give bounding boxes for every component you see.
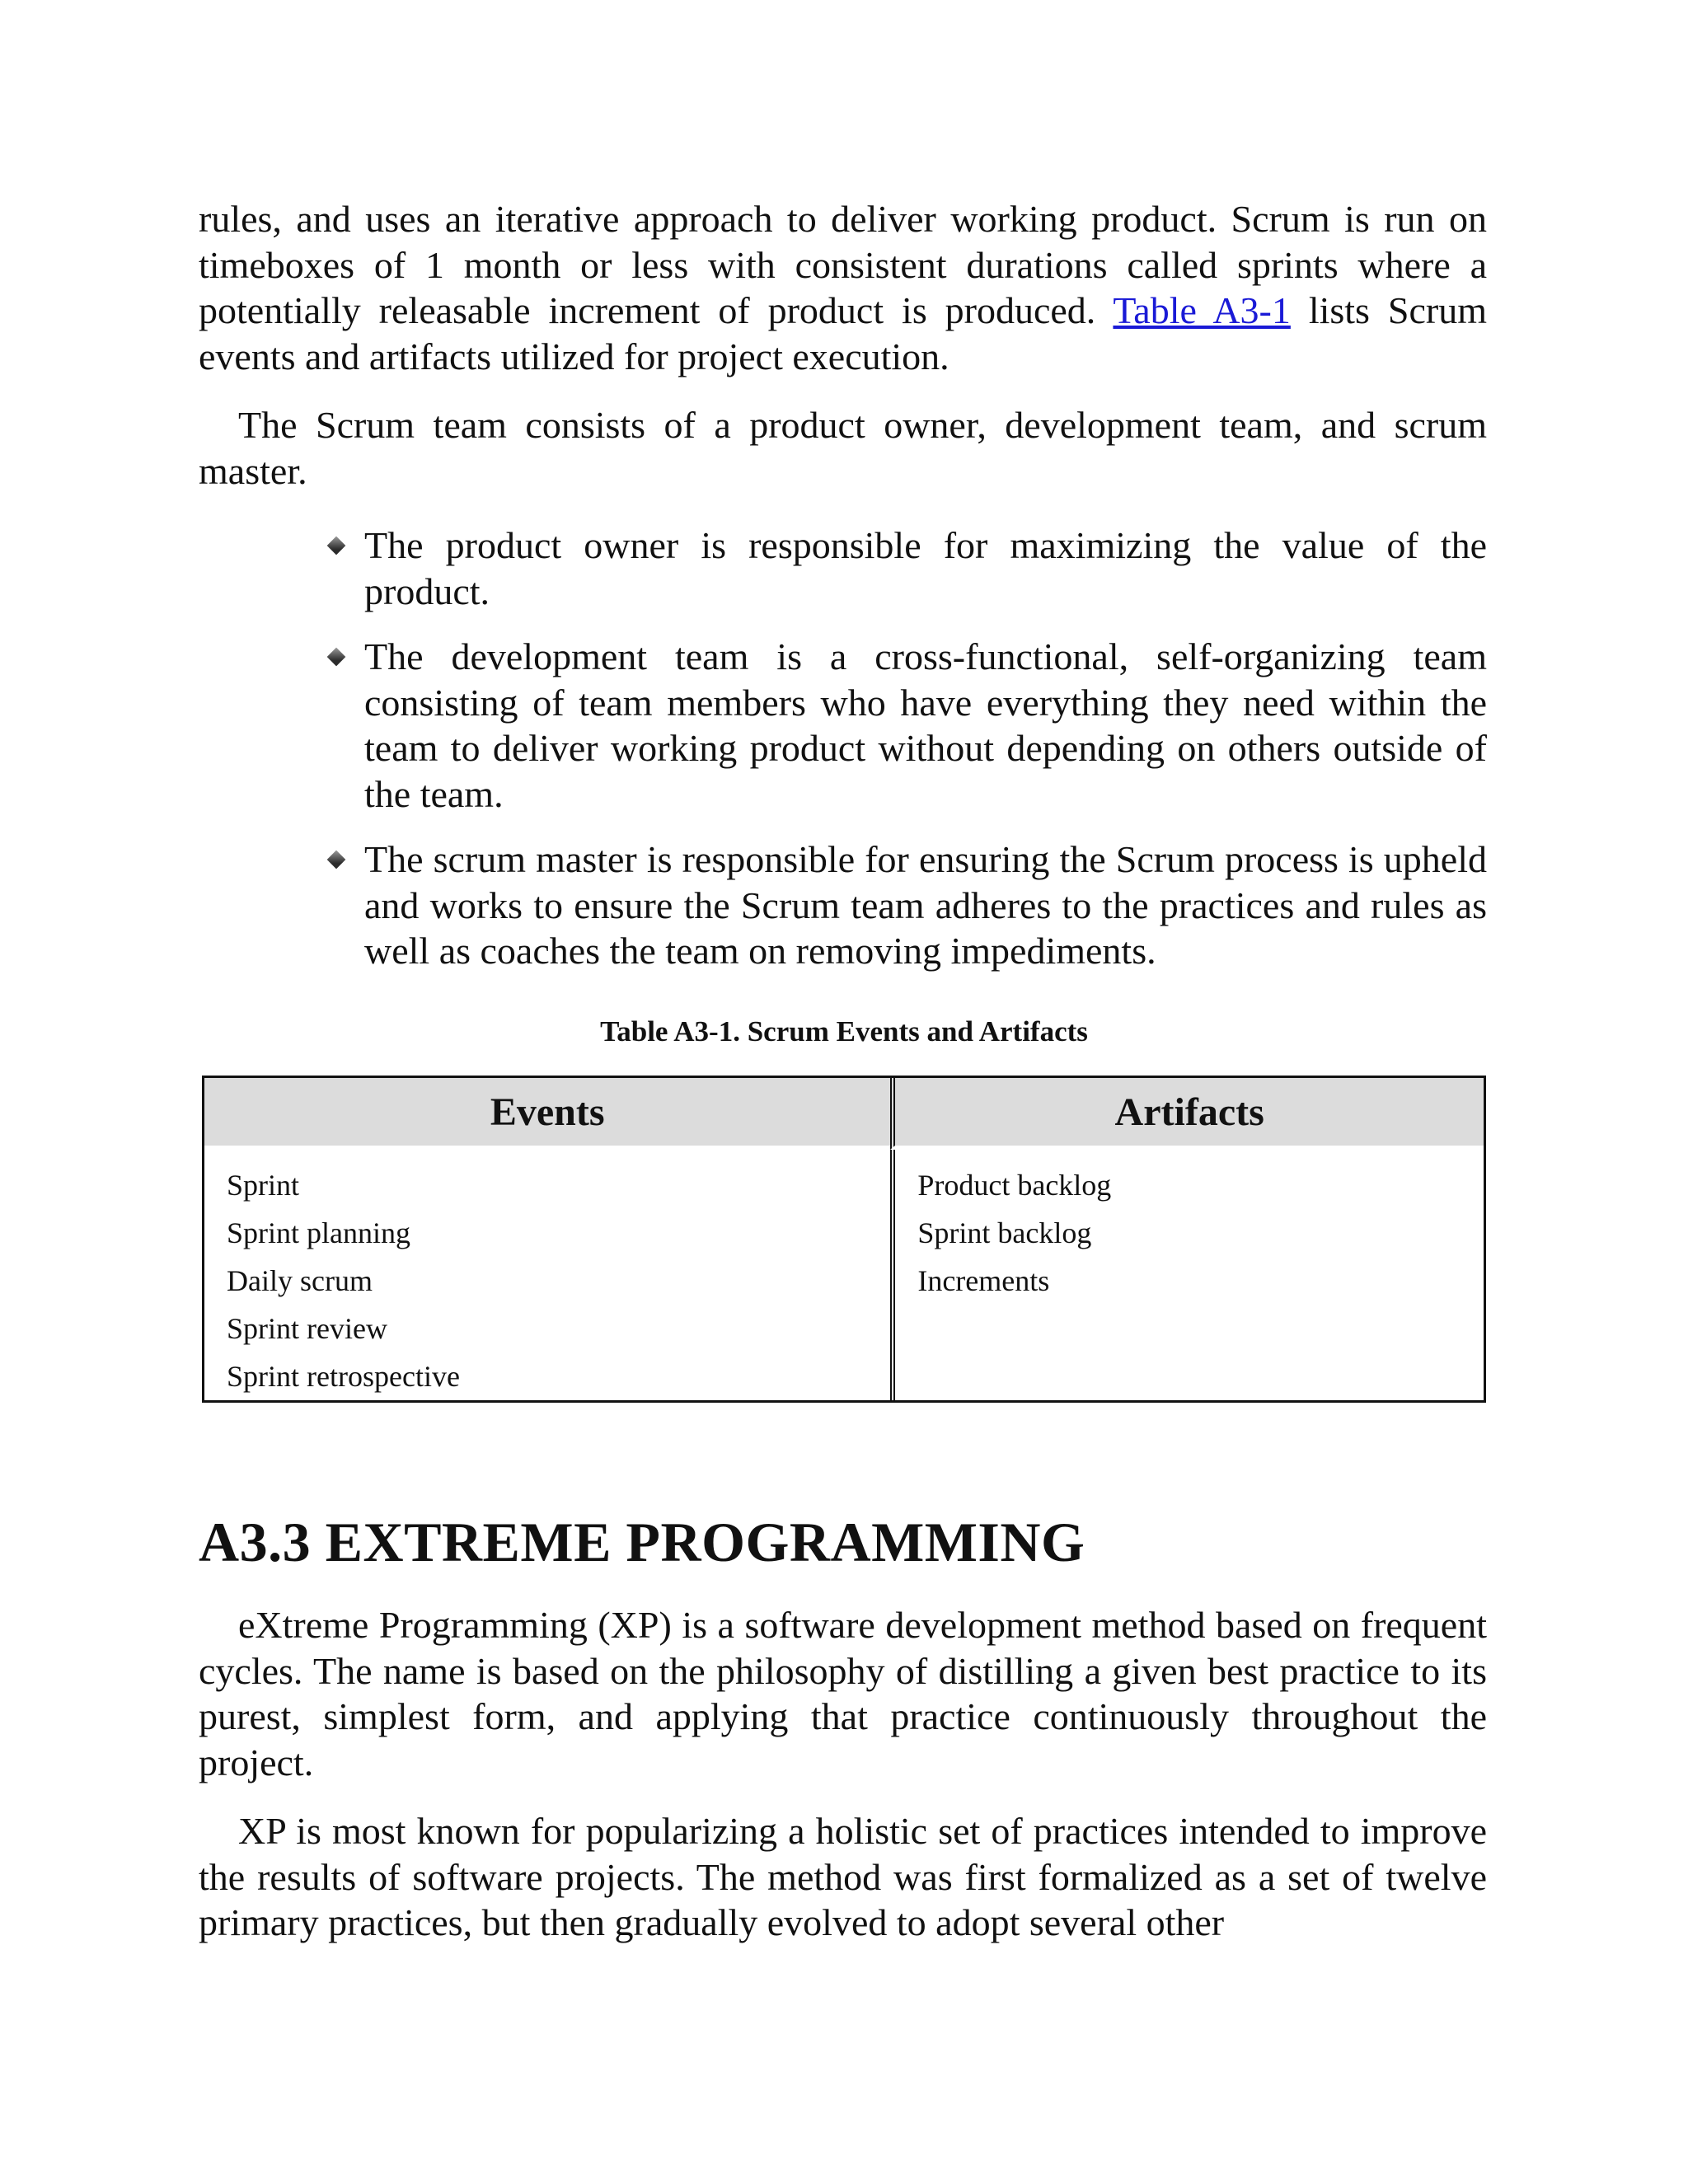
diamond-bullet-icon [327,851,346,869]
table-cell-artifact [890,1305,1484,1352]
table-cell-event: Daily scrum [227,1264,373,1297]
table-cell-artifact [890,1352,1484,1400]
list-item-text: The scrum master is responsible for ensuring the Scrum process is upheld and works to ensure the Scrum team adheres to the practices and rules as well as coaches the team on removing impediments. [364,838,1487,972]
scrum-events-artifacts-table [202,1076,1486,1403]
list-item-text: The product owner is responsible for maximizing the value of the product. [364,524,1487,612]
table-cell-artifact: Sprint backlog [890,1209,1484,1257]
list-item-text: The development team is a cross-functional, self-organizing team consisting of team members who have everything they need within the team to deliver working product without depending on others outside of the team. [364,635,1487,815]
table-cell-event: Sprint review [227,1312,387,1345]
table-a3-1-link[interactable]: Table A3-1 [1113,289,1291,331]
table-cell-artifact: Product backlog [890,1150,1484,1209]
xp-intro-paragraph: eXtreme Programming (XP) is a software development method based on frequent cycles. The name is based on the philosophy of distilling a given best practice to its purest, simplest form, and applying that practice continuously throughout the project. [199,1604,1487,1783]
table-caption: Table A3-1. Scrum Events and Artifacts [600,1015,1088,1047]
column-header-artifacts: Artifacts [890,1078,1484,1150]
xp-practices-paragraph: XP is most known for popularizing a holistic set of practices intended to improve the results of software projects. The method was first formalized as a set of twelve primary practices, but then gradually evolved to adopt several other [199,1810,1487,1943]
diamond-bullet-icon [327,537,346,555]
column-header-events: Events [204,1078,890,1150]
intro-paragraph [199,196,1487,379]
list-item [326,634,1487,817]
table-cell-event: Sprint [227,1169,300,1202]
intro-text-after-link: lists Scrum events and artifacts utilized for project execution. [199,289,1487,377]
team-roles-list [326,523,1487,994]
table-cell-artifact: Increments [890,1257,1484,1305]
table-cell-event: Sprint retrospective [227,1360,460,1393]
list-item [326,837,1487,974]
table-row [204,1257,1484,1305]
list-item [326,523,1487,614]
table-row [204,1209,1484,1257]
diamond-bullet-icon [327,648,346,667]
table-row [204,1352,1484,1400]
table-header-row [204,1078,1484,1150]
table-cell-event: Sprint planning [227,1216,410,1249]
section-heading: A3.3 EXTREME PROGRAMMING [199,1511,1085,1573]
table-row [204,1305,1484,1352]
table-row [204,1150,1484,1209]
intro-text-before-link: rules, and uses an iterative approach to deliver working product. Scrum is run on timeboxes of 1 month or less with consistent durations called sprints where a potentially releasable increment of product is produced. [199,198,1487,331]
scrum-table-container [202,1076,1486,1403]
team-paragraph: The Scrum team consists of a product owner, development team, and scrum master. [199,404,1487,492]
